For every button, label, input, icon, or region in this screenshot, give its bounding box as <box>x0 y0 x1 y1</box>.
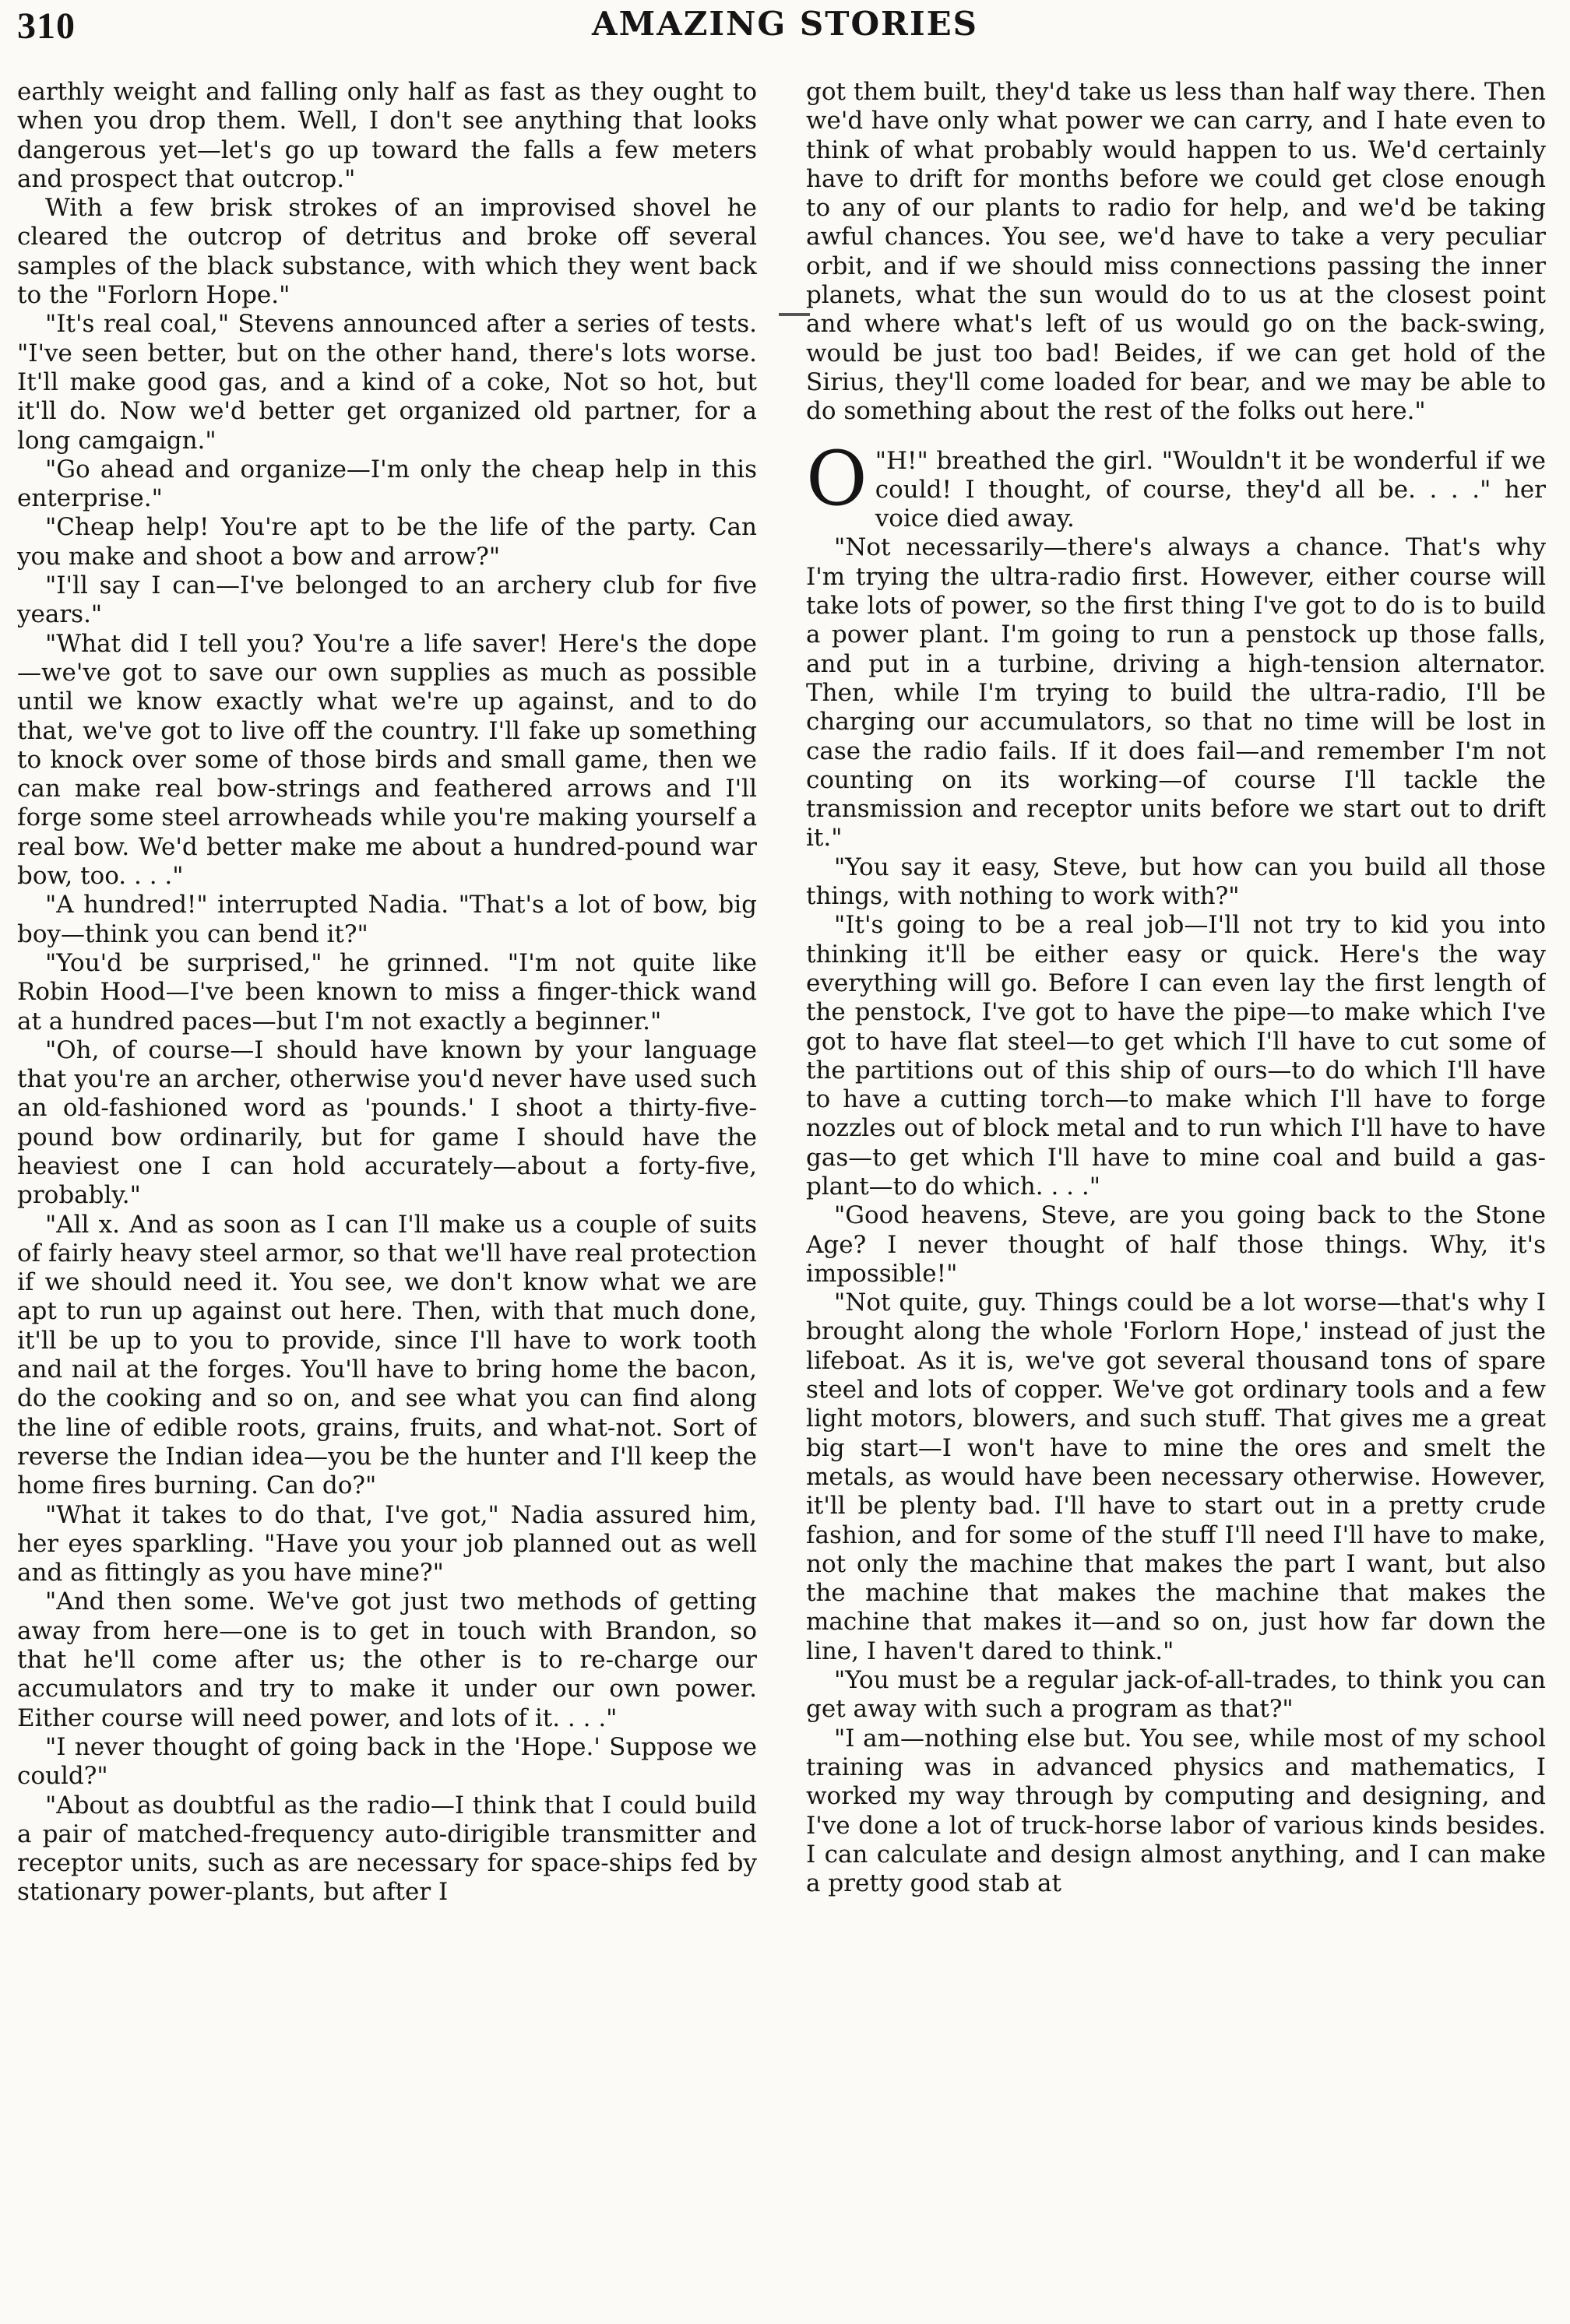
paragraph: "I'll say I can—I've belonged to an archery club for five years." <box>17 571 757 629</box>
paragraph: "It's real coal," Stevens announced after a series of tests. "I've seen better, but on the other hand, there's lots worse. It'll make good gas, and a kind of a coke, Not so hot, but it'll do. Now we'd better get organized old partner, for a long camgaign." <box>17 310 757 455</box>
paragraph: "Oh, of course—I should have known by your language that you're an archer, otherwise you'd never have used such an old-fashioned word as 'pounds.' I shoot a thirty-five-pound bow ordinarily, but for game I should have the heaviest one I can hold accurately—about a forty-five, probably." <box>17 1035 757 1210</box>
drop-cap-paragraph <box>806 434 1546 534</box>
paragraph: "About as doubtful as the radio—I think that I could build a pair of matched-frequency auto-dirigible transmitter and receptor units, such as are necessary for space-ships fed by stationary power-plants, but after I <box>17 1791 757 1907</box>
drop-cap-quote: " <box>875 446 886 475</box>
paragraph: "Good heavens, Steve, are you going back to the Stone Age? I never thought of half those things. Why, it's impossible!" <box>806 1201 1546 1288</box>
paragraph: earthly weight and falling only half as fast as they ought to when you drop them. Well, I don't see anything that looks dangerous yet—let's go up toward the falls a few meters and prospect that outcrop." <box>17 78 757 193</box>
running-head: AMAZING STORIES <box>592 5 978 43</box>
page-header <box>0 0 1570 70</box>
paragraph: "A hundred!" interrupted Nadia. "That's a lot of bow, big boy—think you can bend it?" <box>17 891 757 948</box>
page-number: 310 <box>17 5 76 47</box>
paragraph: "Go ahead and organize—I'm only the cheap help in this enterprise." <box>17 455 757 513</box>
right-column <box>806 78 1546 2312</box>
paragraph: "Not quite, guy. Things could be a lot worse—that's why I brought along the whole 'Forlorn Hope,' instead of just the lifeboat. As it is, we've got several thousand tons of spare steel and lots of copper. We've got ordinary tools and a few light motors, blowers, and such stuff. That gives me a great big start—I won't have to mine the ores and smelt the metals, as would have been necessary otherwise. However, it'll be plenty bad. I'll have to start out in a pretty crude fashion, and for some of the stuff I'll need I'll have to make, not only the machine that makes the part I want, but also the machine that makes the machine that makes the machine that makes it—and so on, just how far down the line, I haven't dared to think." <box>806 1289 1546 1665</box>
pencil-mark <box>779 313 810 316</box>
paragraph: "I am—nothing else but. You see, while most of my school training was in advanced physics and mathematics, I worked my way through by computing and designing, and I've done a lot of truck-horse labor of various kinds besides. I can calculate and design almost anything, and I can make a pretty good stab at <box>806 1724 1546 1898</box>
paragraph: "You say it easy, Steve, but how can you build all those things, with nothing to work with?" <box>806 853 1546 911</box>
paragraph: "What did I tell you? You're a life saver! Here's the dope—we've got to save our own supplies as much as possible until we know exactly what we're up against, and to do that, we've got to live off the country. I'll fake up something to knock over some of those birds and small game, then we can make real bow-strings and feathered arrows and I'll forge some steel arrowheads while you're making yourself a real bow. We'd better make me about a hundred-pound war bow, too. . . ." <box>17 629 757 891</box>
drop-cap-letter: O <box>806 434 868 522</box>
left-column <box>17 78 757 2312</box>
paragraph: got them built, they'd take us less than half way there. Then we'd have only what power we can carry, and I hate even to think of what probably would happen to us. We'd certainly have to drift for months before we could get close enough to any of our plants to radio for help, and we'd be taking awful chances. You see, we'd have to take a very peculiar orbit, and if we should miss connections passing the inner planets, what the sun would do to us at the closest point and where what's left of us would go on the back-swing, would be just too bad! Beides, if we can get hold of the Sirius, they'll come loaded for bear, and we may be able to do something about the rest of the folks out here." <box>806 78 1546 426</box>
paragraph: "You'd be surprised," he grinned. "I'm not quite like Robin Hood—I've been known to miss a finger-thick wand at a hundred paces—but I'm not exactly a beginner." <box>17 948 757 1035</box>
paragraph: "All x. And as soon as I can I'll make us a couple of suits of fairly heavy steel armor, so that we'll have real protection if we should need it. You see, we don't know what we are apt to run up against out here. Then, with that much done, it'll be up to you to provide, since I'll have to work tooth and nail at the forges. You'll have to bring home the bacon, do the cooking and so on, and see what you can find along the line of edible roots, grains, fruits, and what-not. Sort of reverse the Indian idea—you be the hunter and I'll keep the home fires burning. Can do?" <box>17 1210 757 1500</box>
paragraph: With a few brisk strokes of an improvised shovel he cleared the outcrop of detritus and broke off several samples of the black substance, with which they went back to the "Forlorn Hope." <box>17 194 757 310</box>
paragraph: "I never thought of going back in the 'Hope.' Suppose we could?" <box>17 1732 757 1791</box>
paragraph: "Not necessarily—there's always a chance. That's why I'm trying the ultra-radio first. However, either course will take lots of power, so the first thing I've got to do is to build a power plant. I'm going to run a penstock up those falls, and put in a turbine, driving a high-tension alternator. Then, while I'm trying to build the ultra-radio, I'll be charging our accumulators, so that no time will be lost in case the radio fails. If it does fail—and remember I'm not counting on its working—of course I'll tackle the transmission and receptor units before we start out to drift it." <box>806 533 1546 853</box>
drop-cap-paragraph-text: H!" breathed the girl. "Wouldn't it be wonderful if we could! I thought, of course, they'd all be. . . ." her voice died away. <box>875 446 1546 533</box>
paragraph: "Cheap help! You're apt to be the life of the party. Can you make and shoot a bow and arrow?" <box>17 513 757 571</box>
paragraph: "What it takes to do that, I've got," Nadia assured him, her eyes sparkling. "Have you your job planned out as well and as fittingly as you have mine?" <box>17 1500 757 1587</box>
paragraph: "And then some. We've got just two methods of getting away from here—one is to get in touch with Brandon, so that he'll come after us; the other is to re-charge our accumulators and try to make it under our own power. Either course will need power, and lots of it. . . ." <box>17 1587 757 1732</box>
paragraph: "You must be a regular jack-of-all-trades, to think you can get away with such a program as that?" <box>806 1666 1546 1724</box>
paragraph: "It's going to be a real job—I'll not try to kid you into thinking it'll be either easy or quick. Here's the way everything will go. Before I can even lay the first length of the penstock, I've got to have the pipe—to make which I've got to have flat steel—to get which I'll have to cut some of the partitions out of this ship of ours—to do which I'll have to have a cutting torch—to make which I'll have to forge nozzles out of block metal and to run which I'll have to have gas—to get which I'll have to mine coal and build a gas-plant—to do which. . . ." <box>806 911 1546 1201</box>
